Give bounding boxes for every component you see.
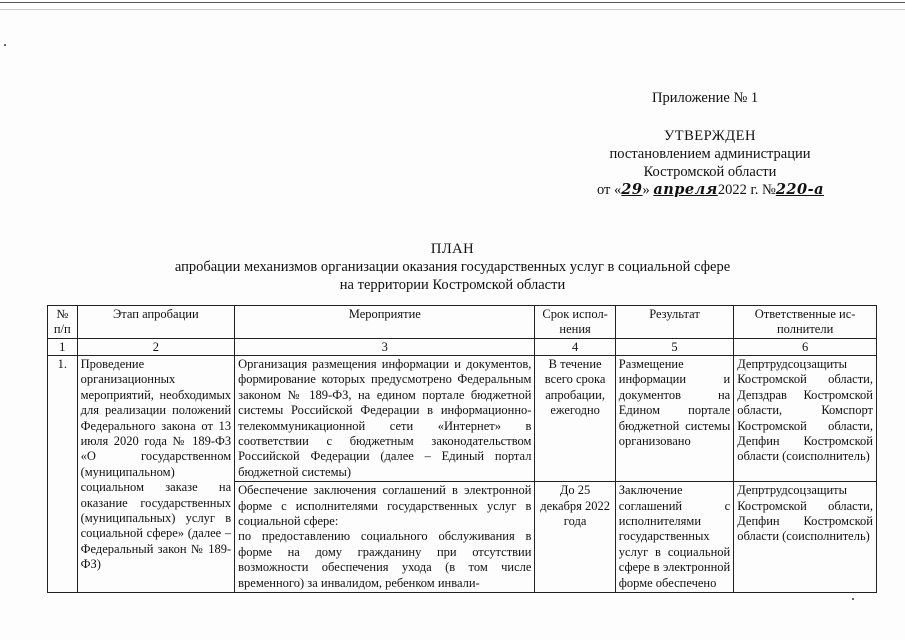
column-number-row xyxy=(48,339,877,356)
col-header-responsible: Ответственные ис-полнители xyxy=(734,306,877,339)
result-cell: Размещение информации и документов на Едином портале бюджетной системы организовано xyxy=(615,356,733,482)
plan-subtitle-1: апробации механизмов организации оказания государственных услуг в социальной сфере xyxy=(174,259,731,275)
approved-stamp: УТВЕРЖДЕН xyxy=(664,128,756,144)
result-cell: Заключение соглашений с исполнителями государственных услуг в социальной сфере в электронной форме обеспечено xyxy=(615,482,733,593)
date-year: 2022 г. № xyxy=(717,182,776,198)
scan-top-border-faint xyxy=(0,9,905,10)
date-mid: » xyxy=(642,182,650,198)
scan-speck xyxy=(852,598,854,600)
plan-title: ПЛАН xyxy=(430,241,475,257)
table-row xyxy=(48,356,877,482)
responsible-cell: Депртрудсоцзащиты Костромской области, Депфин Костромской области (соисполнитель) xyxy=(734,482,877,593)
deadline-cell: До 25 декабря 2022 года xyxy=(535,482,615,593)
decree-number-handwritten: 220-а xyxy=(775,181,825,198)
scan-speck xyxy=(4,44,6,46)
col-number: 4 xyxy=(535,339,615,356)
decree-line-1: постановлением администрации xyxy=(609,146,811,162)
decree-line-2: Костромской области xyxy=(643,164,777,180)
scan-top-border xyxy=(0,2,905,3)
plan-subtitle-2: на территории Костромской области xyxy=(339,277,566,293)
col-header-result: Результат xyxy=(615,306,733,339)
stage-cell: Проведение организационных мероприятий, необходимых для реализации положений Федерального закона от 13 июля 2020 года № 189-ФЗ «О государственном (муниципальном) социальном заказе на оказание государственных (муниципальных) услуг в социальной сфере» (далее – Федеральный закон № 189-ФЗ) xyxy=(77,356,235,593)
plan-table xyxy=(47,305,877,593)
col-number: 1 xyxy=(48,339,78,356)
activity-cell: Организация размещения информации и документов, формирование которых предусмотрено Федеральным законом № 189-ФЗ, на едином портале бюджетной системы Российской Федерации в информационно-телекоммуникационной сети «Интернет» в соответствии с бюджетным законодательством Российской Федерации (далее – Единый портал бюджетной системы) xyxy=(235,356,535,482)
col-header-stage: Этап апробации xyxy=(77,306,235,339)
table-header-row xyxy=(48,306,877,339)
date-prefix: от « xyxy=(597,182,622,198)
col-number: 2 xyxy=(77,339,235,356)
activity-cell: Обеспечение заключения соглашений в электронной форме с исполнителями государственных услуг в социальной сфере: по предоставлению социального обслуживания в форме на дому гражданину при отсутствии возможности обеспечения ухода (в том числе временного) за инвалидом, ребенком инвали- xyxy=(235,482,535,593)
col-header-activity: Мероприятие xyxy=(235,306,535,339)
col-number: 5 xyxy=(615,339,733,356)
appendix-label: Приложение № 1 xyxy=(652,90,759,106)
col-header-num: № п/п xyxy=(48,306,78,339)
col-header-deadline: Срок испол-нения xyxy=(535,306,615,339)
deadline-cell: В течение всего срока апробации, ежегодно xyxy=(535,356,615,482)
row-number: 1. xyxy=(48,356,78,593)
col-number: 3 xyxy=(235,339,535,356)
responsible-cell: Депртрудсоцзащиты Костромской области, Депздрав Костромской области, Комспорт Костромской области, Депфин Костромской области (соисполнитель) xyxy=(734,356,877,482)
col-number: 6 xyxy=(734,339,877,356)
date-month-handwritten: апреля xyxy=(653,181,718,198)
date-day-handwritten: 29 xyxy=(621,181,643,198)
decree-date-line xyxy=(597,181,824,199)
